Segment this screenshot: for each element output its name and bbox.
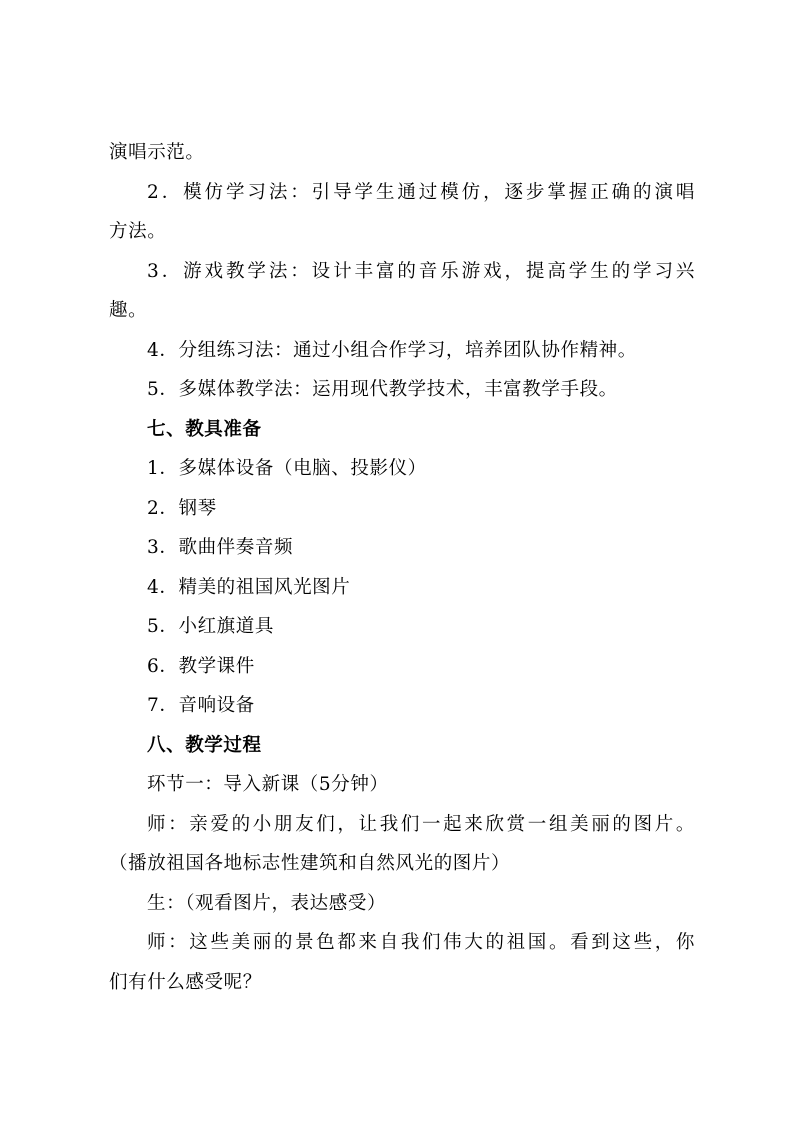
text-line: 2．钢琴 bbox=[147, 497, 217, 519]
text-line: 7．音响设备 bbox=[147, 695, 255, 716]
text-line: 6．教学课件 bbox=[147, 655, 255, 677]
text-line: 们有什么感受呢？ bbox=[109, 971, 262, 993]
text-line: 5．小红旗道具 bbox=[147, 616, 274, 637]
text-line: 1．多媒体设备（电脑、投影仪） bbox=[147, 458, 427, 479]
text-line: 4．精美的祖国风光图片 bbox=[147, 576, 351, 598]
text-line: 师：亲爱的小朋友们，让我们一起来欣赏一组美丽的图片。 bbox=[147, 813, 695, 835]
text-line: （播放祖国各地标志性建筑和自然风光的图片） bbox=[109, 853, 511, 874]
section-heading: 七、教具准备 bbox=[147, 418, 262, 440]
text-line: 2．模仿学习法：引导学生通过模仿，逐步掌握正确的演唱 bbox=[147, 181, 695, 203]
text-line: 师：这些美丽的景色都来自我们伟大的祖国。看到这些，你 bbox=[147, 932, 695, 953]
text-line: 3．歌曲伴奏音频 bbox=[147, 537, 294, 558]
text-line: 趣。 bbox=[109, 300, 148, 321]
section-heading: 八、教学过程 bbox=[147, 734, 262, 756]
text-line: 5．多媒体教学法：运用现代教学技术，丰富教学手段。 bbox=[147, 379, 618, 400]
text-line: 环节一：导入新课（5分钟） bbox=[147, 774, 389, 795]
text-line: 3．游戏教学法：设计丰富的音乐游戏，提高学生的学习兴 bbox=[147, 260, 695, 282]
text-line: 生：（观看图片，表达感受） bbox=[147, 892, 387, 914]
text-line: 方法。 bbox=[109, 221, 167, 242]
text-line: 演唱示范。 bbox=[109, 142, 205, 163]
document-body bbox=[109, 133, 695, 1002]
text-line: 4．分组练习法：通过小组合作学习，培养团队协作精神。 bbox=[147, 339, 637, 361]
